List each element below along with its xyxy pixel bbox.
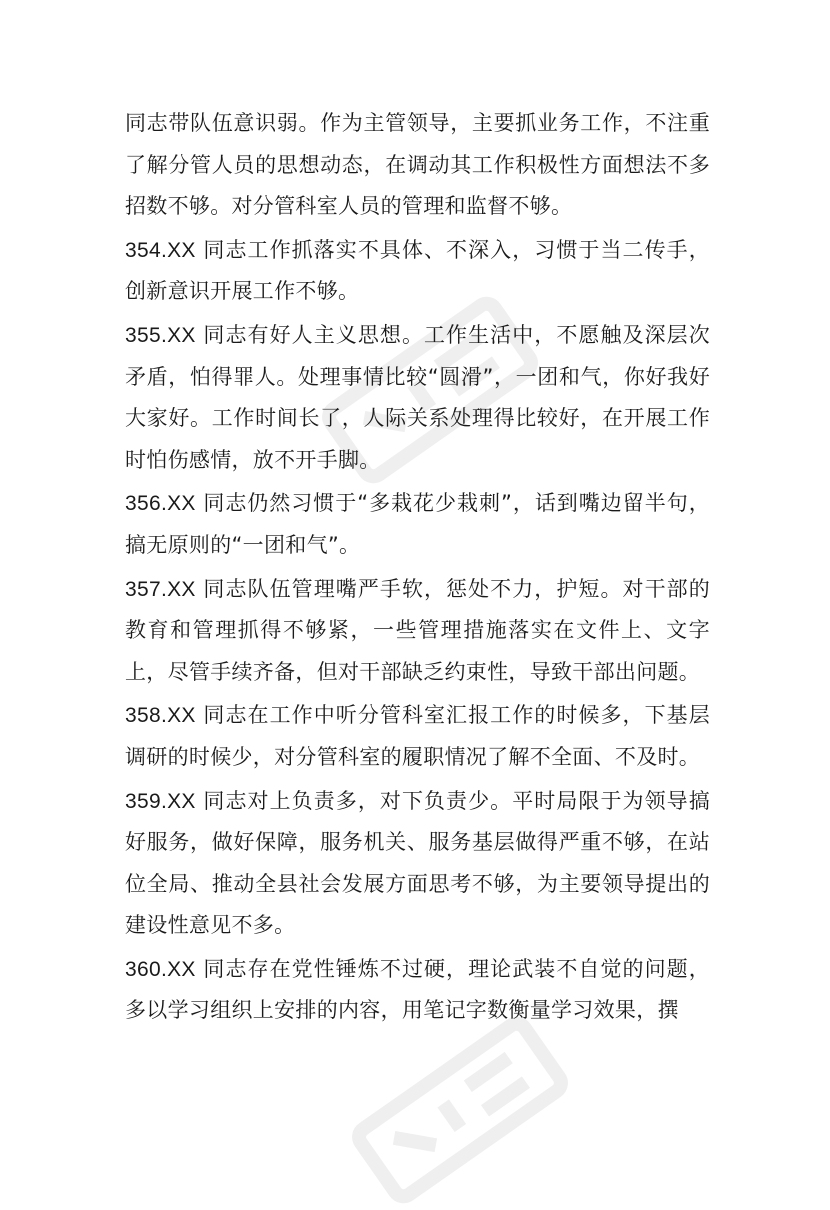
paragraph-number: 357.XX [125,577,196,601]
paragraph-text: 同志工作抓落实不具体、不深入，习惯于当二传手，创新意识开展工作不够。 [125,237,710,304]
paragraph-text: 同志存在党性锤炼不过硬，理论武装不自觉的问题，多以学习组织上安排的内容，用笔记字数衡量学习效果，撰 [125,956,710,1023]
document-body [125,103,710,1034]
paragraph-360 [125,949,710,1032]
paragraph-355 [125,315,710,481]
watermark-logo-icon [330,1010,590,1210]
paragraph-357 [125,569,710,694]
paragraph-text: 同志带队伍意识弱。作为主管领导，主要抓业务工作，不注重了解分管人员的思想动态，在调动其工作积极性方面想法不多招数不够。对分管科室人员的管理和监督不够。 [125,111,710,219]
paragraph-text: 同志对上负责多，对下负责少。平时局限于为领导搞好服务，做好保障，服务机关、服务基层做得严重不够，在站位全局、推动全县社会发展方面思考不够，为主要领导提出的建设性意见不多。 [125,788,710,938]
paragraph-number: 355.XX [125,323,196,347]
paragraph-continued [125,103,710,228]
watermark-bottom [330,1010,590,1210]
paragraph-359 [125,781,710,947]
paragraph-356 [125,483,710,566]
paragraph-number: 360.XX [125,957,196,981]
paragraph-text: 同志在工作中听分管科室汇报工作的时候多，下基层调研的时候少，对分管科室的履职情况了解不全面、不及时。 [125,703,710,769]
paragraph-number: 358.XX [125,704,196,728]
paragraph-text: 同志队伍管理嘴严手软，惩处不力，护短。对干部的教育和管理抓得不够紧，一些管理措施落实在文件上、文字上，尽管手续齐备，但对干部缺乏约束性，导致干部出问题。 [125,576,710,684]
paragraph-text: 同志有好人主义思想。工作生活中，不愿触及深层次矛盾，怕得罪人。处理事情比较“圆滑”，一团和气，你好我好大家好。工作时间长了，人际关系处理得比较好，在开展工作时怕伤感情，放不开手脚。 [125,322,710,472]
paragraph-number: 359.XX [125,789,196,813]
paragraph-354 [125,230,710,313]
paragraph-358 [125,695,710,778]
paragraph-number: 354.XX [125,238,196,262]
paragraph-number: 356.XX [125,492,196,516]
paragraph-text: 同志仍然习惯于“多栽花少栽刺”，话到嘴边留半句，搞无原则的“一团和气”。 [125,491,710,557]
